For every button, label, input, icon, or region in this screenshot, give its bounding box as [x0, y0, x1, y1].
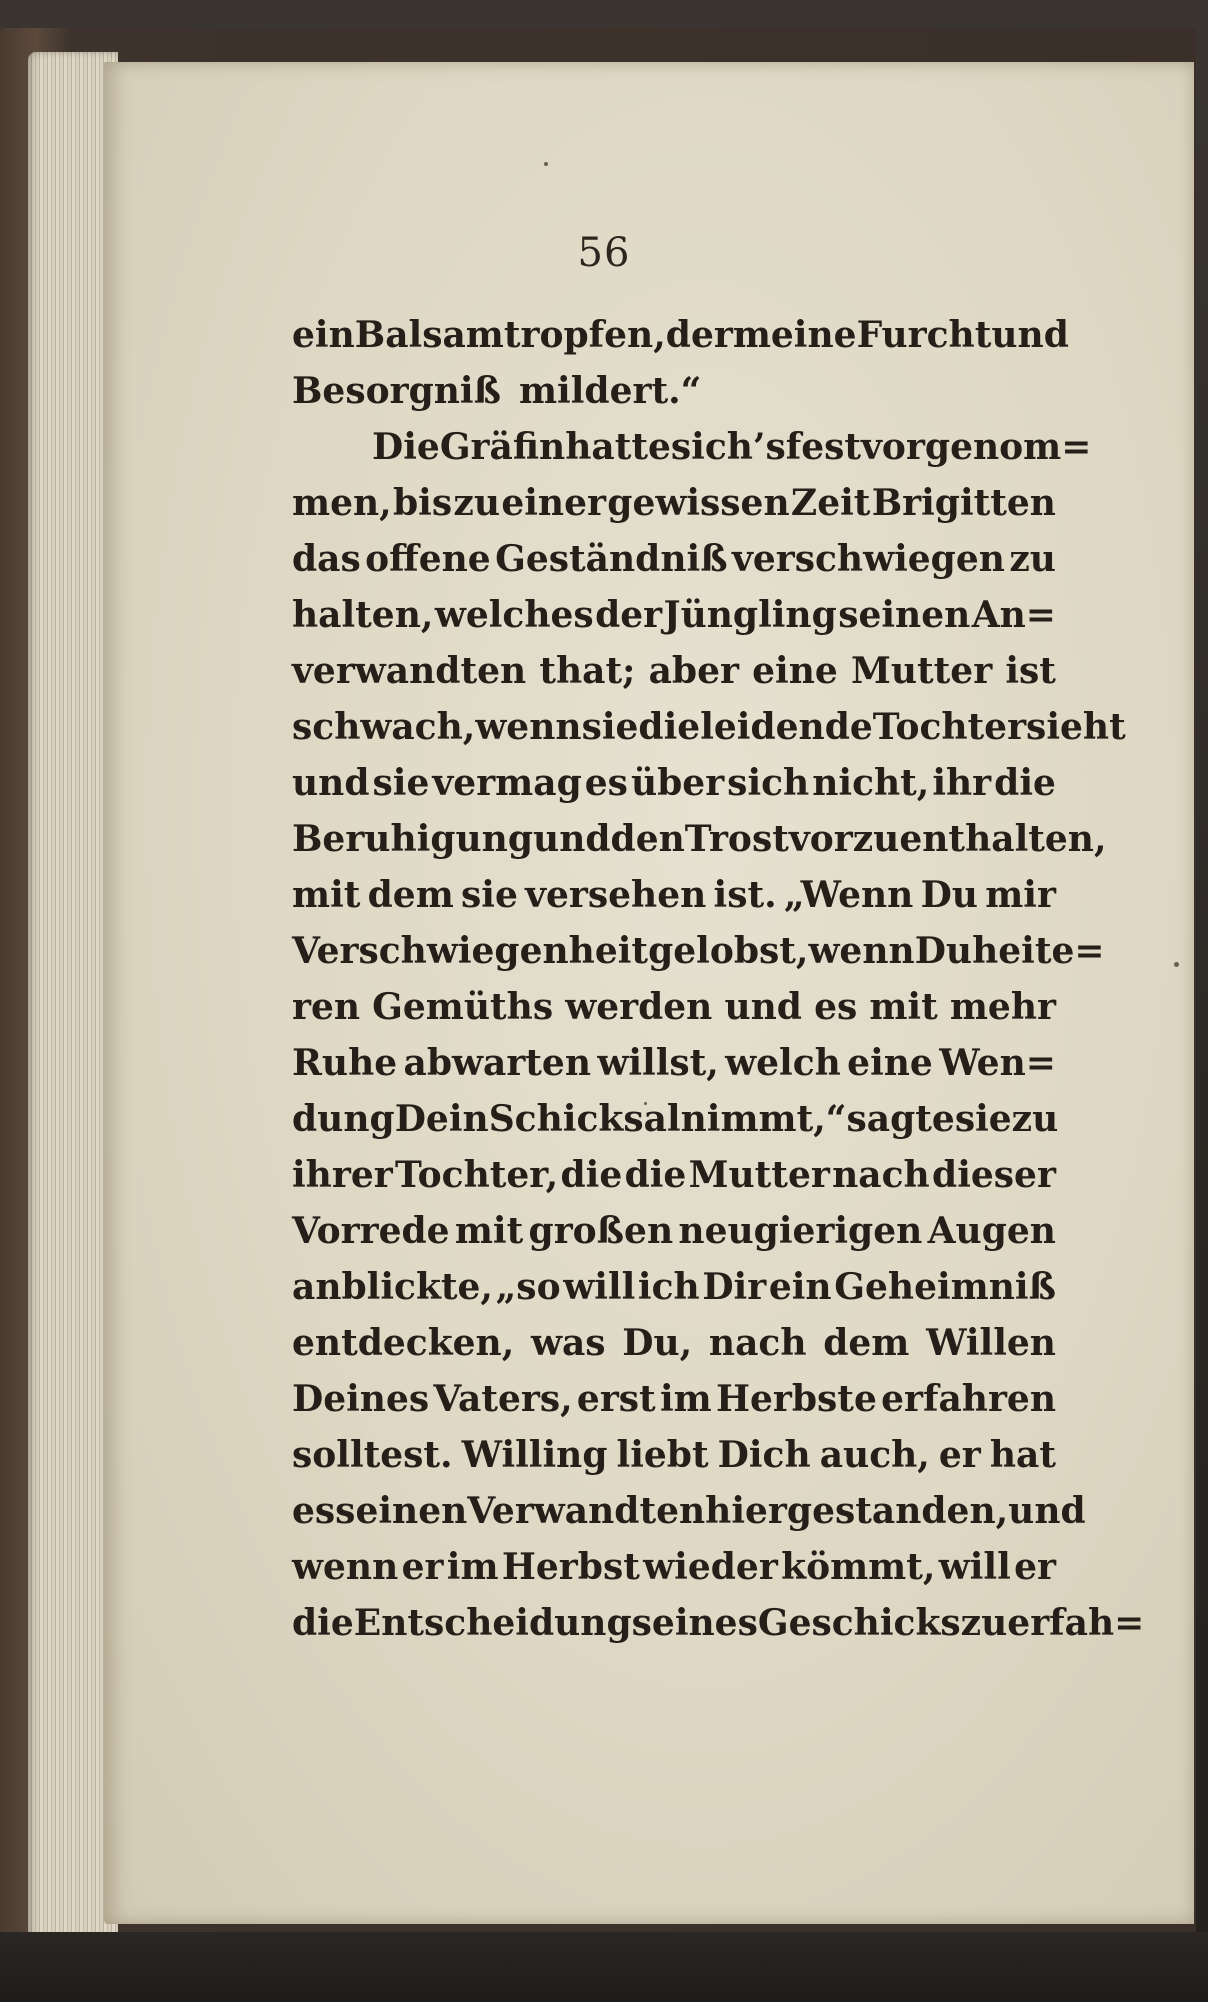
text-word: seinen	[335, 1490, 468, 1532]
text-word: er	[401, 1546, 444, 1588]
text-word: ren	[292, 986, 361, 1028]
paper-speck	[1174, 962, 1179, 967]
text-line	[292, 1371, 1056, 1427]
text-word: es	[292, 1490, 336, 1532]
text-line	[292, 363, 1056, 419]
page-number: 56	[577, 230, 631, 276]
text-word: Dich	[717, 1434, 811, 1476]
text-word: mir	[985, 874, 1056, 916]
text-word: einer	[501, 482, 606, 524]
text-word: Du	[920, 874, 978, 916]
text-word: Augen	[927, 1210, 1056, 1252]
text-word: versehen	[525, 874, 707, 916]
text-word: Zeit	[790, 482, 871, 524]
text-word: und	[724, 986, 802, 1028]
text-word: Balsamtropfen,	[354, 314, 666, 356]
text-word: dung	[292, 1098, 395, 1140]
table-shadow	[0, 1932, 1208, 2002]
text-word: Willen	[926, 1322, 1056, 1364]
text-word: die	[292, 1602, 354, 1644]
text-line	[292, 1147, 1056, 1203]
text-word: wenn	[475, 706, 582, 748]
text-word: welch	[725, 1042, 841, 1084]
text-word: mit	[292, 874, 361, 916]
text-word: er	[938, 1434, 981, 1476]
text-word: erst	[576, 1378, 656, 1420]
text-word: men,	[292, 482, 392, 524]
text-word: Tochter	[872, 706, 1027, 748]
text-word: Herbste	[715, 1378, 877, 1420]
text-word: Vorrede	[292, 1210, 450, 1252]
text-word: dem	[367, 874, 454, 916]
text-word: sieht	[1026, 706, 1126, 748]
text-word: Mutter	[851, 650, 993, 692]
text-word: Geschicks	[757, 1602, 961, 1644]
text-line	[292, 587, 1056, 643]
text-word: will	[563, 1266, 636, 1308]
text-word: dieser	[932, 1154, 1056, 1196]
text-word: „so	[495, 1266, 561, 1308]
text-word: er	[1014, 1546, 1056, 1588]
text-word: solltest.	[292, 1434, 453, 1476]
text-word: will	[938, 1546, 1011, 1588]
text-word: Ruhe	[292, 1042, 398, 1084]
text-word: Vaters,	[433, 1378, 573, 1420]
text-word: der	[595, 594, 663, 636]
text-word: der	[665, 314, 733, 356]
text-word: Gemüths	[372, 986, 554, 1028]
text-word: vermag	[432, 762, 582, 804]
text-word: Tochter,	[395, 1154, 559, 1196]
text-word: seinen	[838, 594, 971, 636]
text-word: willst,	[597, 1042, 719, 1084]
text-word: mehr	[949, 986, 1056, 1028]
text-word: hatte	[565, 426, 671, 468]
text-word: Dir	[702, 1266, 767, 1308]
text-word: vorzuenthalten,	[788, 818, 1107, 860]
text-word: die	[994, 762, 1056, 804]
text-line	[292, 1091, 1059, 1147]
text-word: was	[530, 1322, 606, 1364]
text-word: „Wenn	[783, 874, 914, 916]
text-word: im	[446, 1546, 499, 1588]
text-word: hat	[989, 1434, 1056, 1476]
text-word: sie	[372, 762, 430, 804]
text-word: ich	[637, 1266, 700, 1308]
text-line	[292, 531, 1056, 587]
text-word: sie	[461, 874, 518, 916]
text-word: wenn	[808, 930, 915, 972]
text-word: hier	[705, 1490, 787, 1532]
text-word: es	[814, 986, 858, 1028]
text-word: Mutter	[688, 1154, 830, 1196]
text-word: Geständniß	[495, 538, 728, 580]
text-line	[292, 923, 1105, 979]
text-word: offene	[365, 538, 491, 580]
text-word: und	[533, 818, 611, 860]
text-word: fest	[785, 426, 862, 468]
text-line	[292, 307, 1069, 363]
text-word: zu	[1009, 538, 1056, 580]
text-word: Besorgniß	[292, 370, 501, 412]
text-word: Die	[372, 426, 440, 468]
text-word: großen	[528, 1210, 674, 1252]
text-word: aber	[648, 650, 739, 692]
text-word: das	[292, 538, 361, 580]
text-line	[292, 1035, 1056, 1091]
text-word: bis	[393, 482, 453, 524]
text-word: kömmt,	[781, 1546, 936, 1588]
text-word: die	[560, 1154, 623, 1196]
text-word: Du,	[622, 1322, 693, 1364]
text-word: zu	[1011, 1098, 1059, 1140]
text-word: Verwandten	[467, 1490, 706, 1532]
text-line	[292, 811, 1107, 867]
text-word: An=	[971, 594, 1056, 636]
text-word: die	[638, 706, 701, 748]
text-word: Trost	[684, 818, 789, 860]
text-line	[292, 643, 1056, 699]
text-word: mildert.“	[518, 370, 702, 412]
text-word: seines	[631, 1602, 758, 1644]
text-word: verwandten	[292, 650, 527, 692]
text-word: sie	[581, 706, 639, 748]
text-word: abwarten	[403, 1042, 592, 1084]
text-word: erfah=	[1007, 1602, 1145, 1644]
text-line	[292, 699, 1126, 755]
text-line	[292, 419, 1092, 475]
text-word: Geheimniß	[834, 1266, 1056, 1308]
text-word: sie	[954, 1098, 1012, 1140]
text-line	[292, 1259, 1056, 1315]
text-word: Beruhigung	[292, 818, 534, 860]
text-word: Furcht	[856, 314, 992, 356]
text-line	[292, 1203, 1056, 1259]
text-word: gewissen	[607, 482, 790, 524]
text-line	[292, 1427, 1056, 1483]
text-word: ihr	[932, 762, 992, 804]
text-word: Du	[914, 930, 973, 972]
text-word: ist.	[713, 874, 777, 916]
text-word: und	[292, 762, 370, 804]
text-word: Entscheidung	[353, 1602, 632, 1644]
text-word: leidende	[700, 706, 873, 748]
text-line	[292, 1539, 1056, 1595]
text-line	[292, 475, 1056, 531]
text-word: sich’s	[670, 426, 786, 468]
text-word: gelobst,	[648, 930, 809, 972]
text-word: wenn	[292, 1546, 399, 1588]
text-line	[292, 1483, 1086, 1539]
text-word: neugierigen	[678, 1210, 923, 1252]
text-word: werden	[565, 986, 713, 1028]
text-word: erfahren	[881, 1378, 1056, 1420]
body-text	[292, 307, 1145, 1651]
text-line	[292, 1315, 1056, 1371]
text-word: mit	[454, 1210, 524, 1252]
text-word: anblickte,	[292, 1266, 493, 1308]
text-word: dem	[823, 1322, 910, 1364]
text-word: Gräfin	[439, 426, 566, 468]
text-word: auch,	[819, 1434, 930, 1476]
text-word: es	[584, 762, 628, 804]
text-word: eine	[752, 650, 838, 692]
text-word: verschwiegen	[731, 538, 1005, 580]
text-line	[292, 867, 1056, 923]
text-word: nimmt,“	[680, 1098, 847, 1140]
text-line	[292, 755, 1056, 811]
text-word: ihrer	[292, 1154, 393, 1196]
text-word: wieder	[643, 1546, 778, 1588]
text-word: meine	[732, 314, 857, 356]
text-word: halten,	[292, 594, 434, 636]
paper-speck	[544, 162, 548, 166]
text-word: gestanden,	[786, 1490, 1009, 1532]
text-word: mit	[869, 986, 938, 1028]
text-word: und	[991, 314, 1069, 356]
text-word: heite=	[972, 930, 1105, 972]
text-word: schwach,	[292, 706, 476, 748]
text-word: die	[624, 1154, 687, 1196]
text-line	[292, 979, 1056, 1035]
text-word: Deines	[292, 1378, 430, 1420]
text-word: und	[1008, 1490, 1086, 1532]
text-word: den	[610, 818, 685, 860]
text-word: sich	[727, 762, 810, 804]
text-word: zu	[960, 1602, 1008, 1644]
text-word: eine	[847, 1042, 933, 1084]
text-word: welches	[434, 594, 594, 636]
text-word: Wen=	[939, 1042, 1056, 1084]
text-word: über	[630, 762, 725, 804]
text-word: vorgenom=	[861, 426, 1092, 468]
text-word: ein	[768, 1266, 832, 1308]
text-word: im	[659, 1378, 712, 1420]
text-line	[292, 1595, 1145, 1651]
text-word: liebt	[616, 1434, 709, 1476]
text-word: sagte	[846, 1098, 955, 1140]
text-word: entdecken,	[292, 1322, 515, 1364]
text-word: Dein	[394, 1098, 489, 1140]
text-word: zu	[453, 482, 501, 524]
text-word: Verschwiegenheit	[292, 930, 649, 972]
text-word: Jüngling	[663, 594, 837, 636]
text-word: Willing	[461, 1434, 608, 1476]
text-word: ist	[1005, 650, 1056, 692]
text-word: ein	[292, 314, 355, 356]
text-word: Schicksal	[488, 1098, 681, 1140]
text-word: Herbst	[501, 1546, 640, 1588]
text-word: nach	[832, 1154, 930, 1196]
text-word: Brigitten	[871, 482, 1056, 524]
text-word: that;	[539, 650, 636, 692]
text-word: nach	[708, 1322, 807, 1364]
text-word: nicht,	[812, 762, 930, 804]
